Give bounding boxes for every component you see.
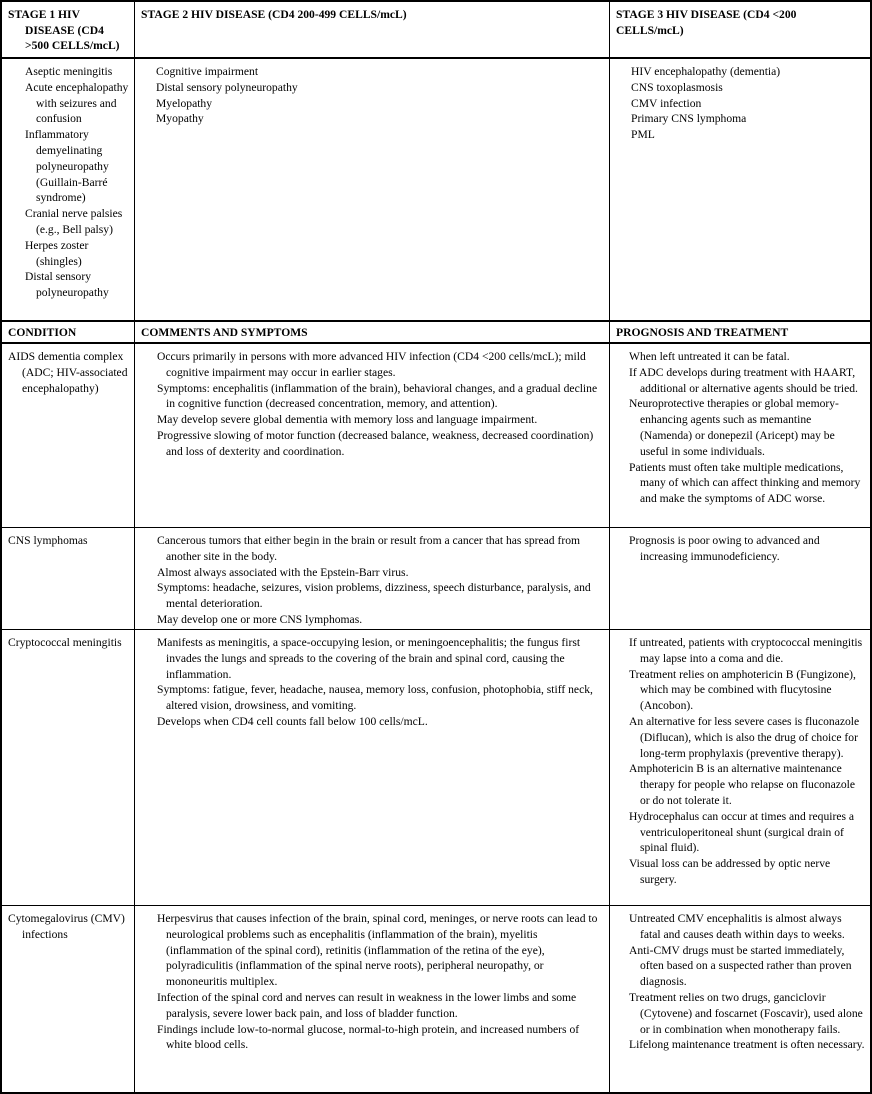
- condition-name: CNS lymphomas: [8, 534, 88, 547]
- condition-name: Cytomegalovirus (CMV) infections: [8, 912, 125, 941]
- comment-paragraph: Symptoms: encephalitis (inflammation of the brain), behavioral changes, and a gradual decline in cognitive function (decreased concentration, memory, and attention).: [157, 381, 598, 411]
- condition-header-row: [2, 322, 870, 344]
- prognosis-paragraph: Amphotericin B is an alternative maintenance therapy for people who relapse on fluconazole or do not tolerate it.: [629, 762, 856, 807]
- comments-cell: [135, 630, 610, 905]
- comments-column-header: COMMENTS AND SYMPTOMS: [135, 322, 610, 342]
- prognosis-paragraph: If untreated, patients with cryptococcal meningitis may lapse into a coma and die.: [629, 636, 863, 665]
- prognosis-paragraph: Anti-CMV drugs must be started immediately, often based on a suspected rather than proven diagnosis.: [629, 943, 852, 989]
- prognosis-paragraph: Lifelong maintenance treatment is often necessary.: [629, 1038, 865, 1052]
- condition-name-cell: [2, 528, 135, 629]
- prognosis-paragraph: If ADC develops during treatment with HAART, additional or alternative agents should be tried.: [629, 365, 858, 395]
- prognosis-paragraph: Treatment relies on amphotericin B (Fungizone), which may be combined with flucytosine (Ancobon).: [629, 667, 856, 713]
- comment-paragraph: Almost always associated with the Epstein-Barr virus.: [157, 565, 409, 579]
- comments-cell: [135, 344, 610, 527]
- stage1-header: STAGE 1 HIV DISEASE (CD4 >500 CELLS/mcL): [2, 2, 135, 57]
- prognosis-cell: [610, 630, 870, 905]
- prognosis-paragraph: Hydrocephalus can occur at times and requires a ventriculoperitoneal shunt (surgical drain of spinal fluid).: [629, 809, 855, 855]
- stage-header-row: [2, 2, 870, 59]
- condition-name: Cryptococcal meningitis: [8, 636, 122, 649]
- comment-paragraph: Occurs primarily in persons with more advanced HIV infection (CD4 <200 cells/mcL); mild cognitive impairment may occur in earlier stages.: [157, 350, 586, 379]
- list-item: Distal sensory polyneuropathy: [25, 270, 109, 300]
- list-item: Inflammatory demyelinating polyneuropathy (Guillain-Barré syndrome): [25, 128, 109, 205]
- list-item: Aseptic meningitis: [25, 65, 113, 78]
- comments-cell: [135, 906, 610, 1092]
- list-item: Cranial nerve palsies (e.g., Bell palsy): [25, 207, 123, 236]
- prognosis-paragraph: An alternative for less severe cases is fluconazole (Diflucan), which is also the drug of choice for long-term prophylaxis (preventive therapy).: [629, 714, 860, 760]
- table-row: [2, 906, 870, 1092]
- comment-paragraph: Findings include low-to-normal glucose, normal-to-high protein, and increased numbers of white blood cells.: [157, 1022, 580, 1052]
- comment-paragraph: May develop severe global dementia with memory loss and language impairment.: [157, 413, 538, 427]
- list-item: Primary CNS lymphoma: [631, 112, 747, 126]
- list-item: Myelopathy: [156, 96, 213, 110]
- prognosis-paragraph: Prognosis is poor owing to advanced and increasing immunodeficiency.: [629, 534, 820, 563]
- comment-paragraph: Manifests as meningitis, a space-occupying lesion, or meningoencephalitis; the fungus first invades the lungs and spreads to the covering of the brain and spinal cord, causing the inflammation.: [157, 636, 581, 681]
- list-item: CMV infection: [631, 96, 702, 110]
- prognosis-paragraph: Neuroprotective therapies or global memory-enhancing agents such as memantine (Namenda) or donepezil (Aricept) may be useful in some individuals.: [629, 397, 839, 458]
- comment-paragraph: Symptoms: headache, seizures, vision problems, dizziness, speech disturbance, paralysis, and mental deterioration.: [157, 581, 591, 611]
- table-row: [2, 630, 870, 906]
- stage3-header: STAGE 3 HIV DISEASE (CD4 <200 CELLS/mcL): [616, 8, 797, 37]
- list-item: Herpes zoster (shingles): [25, 238, 89, 268]
- comment-paragraph: Herpesvirus that causes infection of the brain, spinal cord, meninges, or nerve roots can lead to neurological problems such as encephalitis (inflammation of the brain), myelitis (inflammation of the spinal cord), retinitis (inflammation of the retina of the eye), polyradiculitis (inflammation of the spinal nerve roots), peripheral neuropathy, or mononeuritis multiplex.: [157, 912, 598, 989]
- condition-name: AIDS dementia complex (ADC; HIV-associated encephalopathy): [8, 350, 128, 395]
- table-row: [2, 528, 870, 630]
- comment-paragraph: Infection of the spinal cord and nerves can result in weakness in the lower limbs and some paralysis, severe lower back pain, and loss of bladder function.: [157, 990, 577, 1020]
- comment-paragraph: Cancerous tumors that either begin in the brain or result from a cancer that has spread from another site in the body.: [157, 534, 581, 563]
- list-item: Myopathy: [156, 112, 204, 126]
- condition-name-cell: [2, 906, 135, 1092]
- condition-name-cell: [2, 630, 135, 905]
- stage2-header: STAGE 2 HIV DISEASE (CD4 200-499 CELLS/mcL): [135, 2, 610, 57]
- stage-body-row: [2, 59, 870, 322]
- comment-paragraph: Develops when CD4 cell counts fall below 100 cells/mcL.: [157, 714, 428, 728]
- prognosis-paragraph: Untreated CMV encephalitis is almost always fatal and causes death within days to weeks.: [629, 912, 845, 941]
- comment-paragraph: Progressive slowing of motor function (decreased balance, weakness, decreased coordination) and loss of dexterity and coordination.: [157, 428, 594, 458]
- prognosis-paragraph: Treatment relies on two drugs, ganciclovir (Cytovene) and foscarnet (Foscavir), used alone or in combination when monotherapy fails.: [629, 990, 863, 1036]
- comments-cell: [135, 528, 610, 629]
- prognosis-paragraph: Visual loss can be addressed by optic nerve surgery.: [629, 857, 831, 886]
- prognosis-column-header: PROGNOSIS AND TREATMENT: [616, 326, 789, 339]
- prognosis-cell: [610, 528, 870, 629]
- list-item: Acute encephalopathy with seizures and confusion: [25, 80, 129, 126]
- stage3-items-cell: [610, 59, 870, 320]
- prognosis-paragraph: When left untreated it can be fatal.: [629, 350, 790, 363]
- list-item: HIV encephalopathy (dementia): [631, 65, 781, 78]
- condition-name-cell: [2, 344, 135, 527]
- list-item: CNS toxoplasmosis: [631, 80, 723, 94]
- condition-column-header: CONDITION: [2, 322, 135, 342]
- list-item: PML: [631, 128, 655, 142]
- stage1-items-cell: [2, 59, 135, 320]
- stage2-items-cell: [135, 59, 610, 320]
- comment-paragraph: May develop one or more CNS lymphomas.: [157, 612, 363, 626]
- prognosis-cell: [610, 906, 870, 1092]
- table-row: [2, 344, 870, 528]
- list-item: Distal sensory polyneuropathy: [156, 80, 298, 94]
- prognosis-paragraph: Patients must often take multiple medications, many of which can affect thinking and memory and make the symptoms of ADC worse.: [629, 460, 861, 506]
- prognosis-cell: [610, 344, 870, 527]
- comment-paragraph: Symptoms: fatigue, fever, headache, nausea, memory loss, confusion, photophobia, stiff neck, altered vision, drowsiness, and vomiting.: [157, 683, 593, 713]
- list-item: Cognitive impairment: [156, 65, 259, 78]
